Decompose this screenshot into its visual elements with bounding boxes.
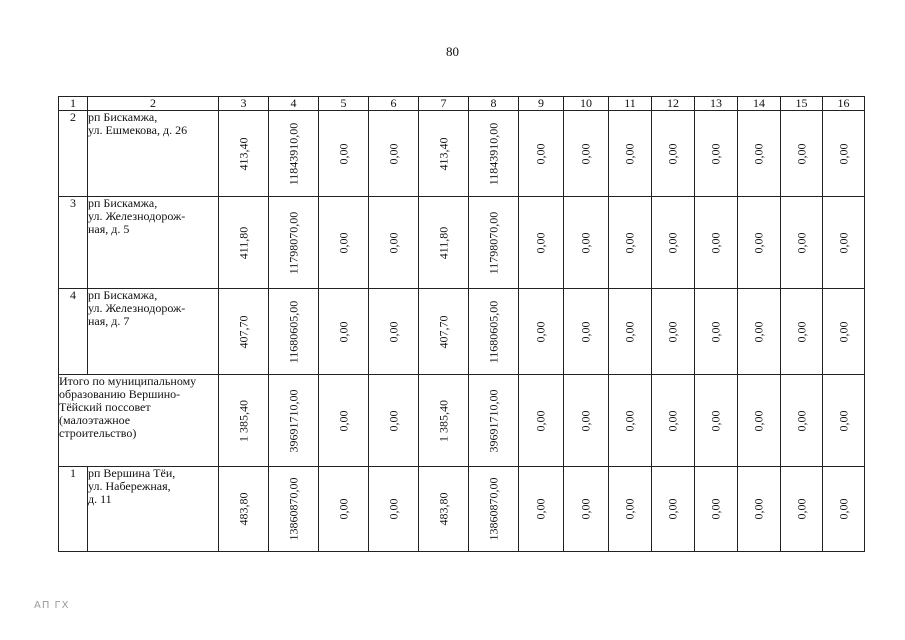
row-number: 2 bbox=[59, 111, 88, 197]
value-cell bbox=[469, 289, 519, 375]
value-cell bbox=[738, 111, 781, 197]
value-text: 407,70 bbox=[236, 315, 250, 348]
address-line: рп Бискамжа, bbox=[88, 110, 158, 124]
value-cell bbox=[823, 375, 865, 467]
value-cell bbox=[738, 197, 781, 289]
total-label-cell bbox=[59, 375, 219, 467]
value-cell bbox=[269, 111, 319, 197]
value-cell bbox=[564, 375, 609, 467]
value-cell bbox=[319, 467, 369, 552]
value-cell bbox=[469, 375, 519, 467]
value-text: 11798070,00 bbox=[286, 211, 300, 274]
column-header: 2 bbox=[88, 97, 219, 111]
value-text: 0,00 bbox=[386, 321, 400, 342]
value-cell bbox=[652, 375, 695, 467]
value-text: 0,00 bbox=[794, 232, 808, 253]
value-cell bbox=[781, 197, 823, 289]
value-text: 0,00 bbox=[622, 232, 637, 253]
value-text: 0,00 bbox=[386, 410, 400, 431]
value-cell bbox=[781, 467, 823, 552]
value-text: 0,00 bbox=[751, 321, 766, 342]
value-text: 413,40 bbox=[236, 137, 250, 170]
value-cell bbox=[369, 467, 419, 552]
value-cell bbox=[738, 289, 781, 375]
column-header: 9 bbox=[519, 97, 564, 111]
data-table bbox=[58, 96, 865, 552]
value-text: 0,00 bbox=[533, 143, 548, 164]
address-line: ул. Набережная, bbox=[88, 479, 171, 493]
value-text: 407,70 bbox=[436, 315, 450, 348]
value-cell bbox=[781, 111, 823, 197]
value-cell bbox=[695, 289, 738, 375]
value-cell bbox=[419, 467, 469, 552]
value-cell bbox=[419, 289, 469, 375]
value-cell bbox=[609, 467, 652, 552]
value-cell bbox=[609, 375, 652, 467]
value-cell bbox=[781, 289, 823, 375]
value-cell bbox=[419, 197, 469, 289]
value-cell bbox=[609, 289, 652, 375]
value-cell bbox=[369, 289, 419, 375]
value-text: 13860870,00 bbox=[486, 477, 500, 541]
value-text: 0,00 bbox=[622, 143, 637, 164]
total-row bbox=[59, 375, 865, 467]
column-header: 14 bbox=[738, 97, 781, 111]
value-text: 483,80 bbox=[236, 492, 250, 526]
value-cell bbox=[319, 197, 369, 289]
value-text: 0,00 bbox=[386, 232, 400, 253]
address-line: ул. Ешмекова, д. 26 bbox=[88, 123, 188, 137]
address-cell bbox=[88, 467, 219, 552]
address-line: рп Бискамжа, bbox=[88, 196, 158, 210]
value-text: 0,00 bbox=[708, 232, 723, 253]
column-header: 6 bbox=[369, 97, 419, 111]
value-cell bbox=[469, 111, 519, 197]
value-cell bbox=[269, 375, 319, 467]
value-cell bbox=[319, 375, 369, 467]
total-label-line: Тёйский поссовет bbox=[59, 400, 151, 414]
row-number: 4 bbox=[59, 289, 88, 375]
value-text: 0,00 bbox=[336, 410, 350, 431]
table-row bbox=[59, 289, 865, 375]
value-cell bbox=[695, 375, 738, 467]
value-text: 0,00 bbox=[836, 232, 850, 253]
value-cell bbox=[519, 467, 564, 552]
value-cell bbox=[319, 111, 369, 197]
value-text: 0,00 bbox=[836, 143, 850, 164]
value-cell bbox=[369, 111, 419, 197]
column-header: 11 bbox=[609, 97, 652, 111]
value-text: 0,00 bbox=[578, 498, 593, 520]
value-text: 0,00 bbox=[622, 321, 637, 342]
address-line: д. 11 bbox=[88, 492, 112, 506]
value-text: 0,00 bbox=[578, 143, 593, 164]
total-label-line: (малоэтажное bbox=[59, 413, 131, 427]
value-text: 0,00 bbox=[386, 498, 400, 520]
value-cell bbox=[652, 197, 695, 289]
value-cell bbox=[564, 289, 609, 375]
value-text: 11843910,00 bbox=[486, 122, 500, 185]
value-text: 11680605,00 bbox=[286, 300, 300, 363]
value-cell bbox=[319, 289, 369, 375]
value-text: 0,00 bbox=[665, 498, 680, 520]
value-text: 0,00 bbox=[336, 143, 350, 164]
value-cell bbox=[695, 111, 738, 197]
value-text: 0,00 bbox=[751, 410, 766, 431]
value-text: 0,00 bbox=[336, 321, 350, 342]
value-text: 0,00 bbox=[578, 321, 593, 342]
address-line: рп Бискамжа, bbox=[88, 288, 158, 302]
value-text: 0,00 bbox=[665, 143, 680, 164]
value-cell bbox=[219, 111, 269, 197]
value-cell bbox=[564, 197, 609, 289]
total-label-line: образованию Вершино- bbox=[59, 387, 181, 401]
value-cell bbox=[738, 467, 781, 552]
column-header: 3 bbox=[219, 97, 269, 111]
value-text: 11680605,00 bbox=[486, 300, 500, 363]
value-text: 0,00 bbox=[665, 321, 680, 342]
column-header: 13 bbox=[695, 97, 738, 111]
value-text: 0,00 bbox=[836, 321, 850, 342]
value-cell bbox=[269, 289, 319, 375]
value-cell bbox=[369, 197, 419, 289]
value-cell bbox=[519, 375, 564, 467]
column-header: 4 bbox=[269, 97, 319, 111]
value-text: 0,00 bbox=[533, 232, 548, 253]
value-text: 0,00 bbox=[708, 498, 723, 520]
value-text: 1 385,40 bbox=[236, 399, 250, 442]
value-text: 0,00 bbox=[708, 410, 723, 431]
value-text: 0,00 bbox=[794, 143, 808, 164]
row-number: 1 bbox=[59, 467, 88, 552]
value-text: 1 385,40 bbox=[436, 399, 450, 442]
value-cell bbox=[219, 467, 269, 552]
value-text: 13860870,00 bbox=[286, 477, 300, 541]
value-text: 0,00 bbox=[751, 232, 766, 253]
column-header: 10 bbox=[564, 97, 609, 111]
address-line: ная, д. 7 bbox=[88, 314, 130, 328]
address-cell bbox=[88, 111, 219, 197]
value-text: 0,00 bbox=[665, 232, 680, 253]
column-header: 5 bbox=[319, 97, 369, 111]
total-label-line: Итого по муниципальному bbox=[59, 374, 197, 388]
value-cell bbox=[369, 375, 419, 467]
value-cell bbox=[564, 467, 609, 552]
value-text: 0,00 bbox=[665, 410, 680, 431]
value-cell bbox=[823, 111, 865, 197]
value-cell bbox=[781, 375, 823, 467]
value-cell bbox=[219, 197, 269, 289]
page-number: 80 bbox=[446, 44, 459, 59]
table-row bbox=[59, 197, 865, 289]
value-cell bbox=[695, 467, 738, 552]
column-header: 1 bbox=[59, 97, 88, 111]
value-cell bbox=[652, 111, 695, 197]
address-cell bbox=[88, 289, 219, 375]
value-cell bbox=[419, 111, 469, 197]
value-cell bbox=[469, 467, 519, 552]
column-header: 7 bbox=[419, 97, 469, 111]
value-text: 0,00 bbox=[794, 410, 808, 431]
value-cell bbox=[519, 111, 564, 197]
value-text: 0,00 bbox=[622, 498, 637, 520]
value-text: 0,00 bbox=[751, 143, 766, 164]
column-header: 15 bbox=[781, 97, 823, 111]
value-cell bbox=[823, 197, 865, 289]
table-header-row bbox=[59, 97, 865, 111]
value-cell bbox=[519, 289, 564, 375]
column-header: 16 bbox=[823, 97, 865, 111]
value-text: 0,00 bbox=[751, 498, 766, 520]
address-line: ул. Железнодорож- bbox=[88, 301, 186, 315]
value-text: 11798070,00 bbox=[486, 211, 500, 274]
value-text: 411,80 bbox=[236, 226, 250, 259]
value-text: 0,00 bbox=[533, 321, 548, 342]
value-text: 0,00 bbox=[578, 232, 593, 253]
value-cell bbox=[652, 289, 695, 375]
value-text: 0,00 bbox=[578, 410, 593, 431]
value-cell bbox=[738, 375, 781, 467]
value-text: 0,00 bbox=[533, 498, 548, 520]
value-text: 0,00 bbox=[836, 498, 850, 520]
value-cell bbox=[419, 375, 469, 467]
column-header: 12 bbox=[652, 97, 695, 111]
value-text: 0,00 bbox=[836, 410, 850, 431]
value-cell bbox=[823, 289, 865, 375]
value-text: 0,00 bbox=[336, 498, 350, 520]
value-cell bbox=[823, 467, 865, 552]
value-text: 411,80 bbox=[436, 226, 450, 259]
value-text: 0,00 bbox=[794, 498, 808, 520]
value-cell bbox=[652, 467, 695, 552]
table-row bbox=[59, 467, 865, 552]
address-line: ул. Железнодорож- bbox=[88, 209, 186, 223]
value-cell bbox=[519, 197, 564, 289]
value-text: 11843910,00 bbox=[286, 122, 300, 185]
value-cell bbox=[219, 375, 269, 467]
value-text: 39691710,00 bbox=[286, 389, 300, 452]
value-text: 413,40 bbox=[436, 137, 450, 170]
value-cell bbox=[609, 111, 652, 197]
value-text: 0,00 bbox=[622, 410, 637, 431]
row-number: 3 bbox=[59, 197, 88, 289]
table-row bbox=[59, 111, 865, 197]
column-header: 8 bbox=[469, 97, 519, 111]
value-cell bbox=[219, 289, 269, 375]
value-text: 0,00 bbox=[794, 321, 808, 342]
value-text: 0,00 bbox=[386, 143, 400, 164]
address-line: рп Вершина Тёи, bbox=[88, 466, 176, 480]
value-cell bbox=[564, 111, 609, 197]
value-text: 0,00 bbox=[533, 410, 548, 431]
value-text: 483,80 bbox=[436, 492, 450, 526]
value-cell bbox=[269, 197, 319, 289]
address-line: ная, д. 5 bbox=[88, 222, 130, 236]
total-label-line: строительство) bbox=[59, 426, 137, 440]
value-text: 0,00 bbox=[708, 321, 723, 342]
value-text: 0,00 bbox=[336, 232, 350, 253]
value-text: 0,00 bbox=[708, 143, 723, 164]
value-cell bbox=[269, 467, 319, 552]
value-cell bbox=[695, 197, 738, 289]
address-cell bbox=[88, 197, 219, 289]
value-text: 39691710,00 bbox=[486, 389, 500, 452]
footer-mark: АП ГХ bbox=[34, 600, 70, 611]
value-cell bbox=[609, 197, 652, 289]
value-cell bbox=[469, 197, 519, 289]
